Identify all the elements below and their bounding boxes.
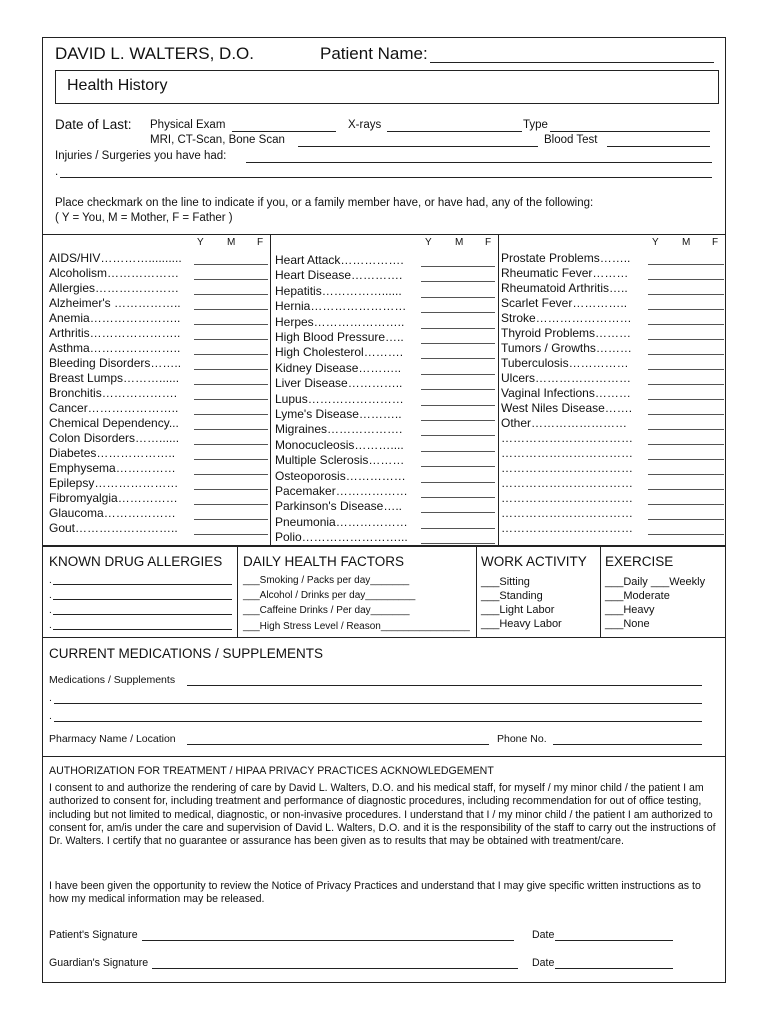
- condition-label: Lyme's Disease………..: [275, 407, 402, 421]
- condition-label: Vaginal Infections………: [501, 386, 631, 400]
- condition-check-line[interactable]: [194, 519, 268, 520]
- condition-check-line[interactable]: [421, 528, 495, 529]
- page-title: Health History: [67, 77, 168, 94]
- ymf-header-m: M: [227, 237, 236, 248]
- condition-label: Heart Disease………….: [275, 268, 403, 283]
- phone-field[interactable]: [553, 744, 702, 745]
- condition-label: Diabetes………………..: [49, 446, 176, 460]
- injuries-field-2[interactable]: [60, 177, 712, 178]
- condition-label: Alzheimer's ……………..: [49, 296, 181, 310]
- condition-label: Migraines……………….: [275, 422, 403, 437]
- condition-check-line[interactable]: [648, 279, 724, 280]
- ymf-header-y: Y: [425, 237, 432, 248]
- phone-label: Phone No.: [497, 733, 547, 745]
- condition-check-line[interactable]: [648, 534, 724, 535]
- condition-check-line[interactable]: [194, 369, 268, 370]
- condition-check-line[interactable]: [194, 534, 268, 535]
- condition-label: Breast Lumps………......: [49, 371, 180, 385]
- condition-label: Alcoholism………………: [49, 266, 180, 280]
- section-divider: [43, 545, 725, 546]
- work-item-heavy-labor[interactable]: ___Heavy Labor: [481, 618, 562, 630]
- condition-label: Hernia……………………: [275, 299, 407, 314]
- condition-label: Pneumonia………………: [275, 514, 408, 529]
- condition-check-line[interactable]: [648, 459, 724, 460]
- guardian-date-label: Date: [532, 957, 555, 969]
- patient-signature-label: Patient's Signature: [49, 929, 138, 941]
- condition-check-line[interactable]: [194, 309, 268, 310]
- medications-field[interactable]: [187, 685, 702, 686]
- condition-check-line[interactable]: [648, 369, 724, 370]
- condition-check-line[interactable]: [421, 420, 495, 421]
- condition-label: Ulcers……………………: [501, 371, 632, 385]
- exercise-item-frequency[interactable]: ___Daily ___Weekly: [605, 576, 706, 588]
- divider-allergies: [237, 545, 238, 637]
- patient-name-label: Patient Name:: [320, 44, 428, 63]
- condition-label: Stroke……………………: [501, 311, 632, 325]
- work-item-sitting[interactable]: ___Sitting: [481, 576, 530, 588]
- medications-label: Medications / Supplements: [49, 674, 176, 686]
- condition-label: High Blood Pressure…..: [275, 330, 404, 344]
- condition-label: Chemical Dependency...: [49, 416, 179, 430]
- condition-check-line[interactable]: [421, 312, 495, 313]
- condition-label: ……………………………: [501, 506, 633, 520]
- allergy-field[interactable]: [53, 584, 232, 585]
- condition-label: ……………………………: [501, 461, 633, 475]
- blood-test-label: Blood Test: [544, 134, 598, 146]
- condition-label: ……………………………: [501, 491, 633, 505]
- patient-name-field[interactable]: [430, 62, 714, 63]
- daily-item-caffeine[interactable]: ___Caffeine Drinks / Per day_______: [243, 605, 410, 616]
- condition-label: Parkinson's Disease…..: [275, 499, 403, 514]
- exercise-item-heavy[interactable]: ___Heavy: [605, 604, 655, 616]
- condition-check-line[interactable]: [648, 474, 724, 475]
- condition-check-line[interactable]: [421, 297, 495, 298]
- ymf-header-f: F: [712, 237, 719, 248]
- condition-label: Heart Attack…………….: [275, 253, 404, 267]
- condition-label: Liver Disease…………..: [275, 376, 403, 391]
- condition-check-line[interactable]: [194, 354, 268, 355]
- guardian-signature-label: Guardian's Signature: [49, 957, 149, 969]
- condition-label: Thyroid Problems………: [501, 326, 632, 340]
- condition-label: Scarlet Fever…………..: [501, 296, 628, 310]
- condition-label: West Niles Disease…….: [501, 401, 633, 415]
- condition-check-line[interactable]: [194, 489, 268, 490]
- allergy-field[interactable]: [53, 614, 232, 615]
- condition-check-line[interactable]: [194, 414, 268, 415]
- authorization-title: AUTHORIZATION FOR TREATMENT / HIPAA PRIVACY PRACTICES ACKNOWLEDGEMENT: [49, 765, 494, 777]
- exercise-item-moderate[interactable]: ___Moderate: [605, 590, 670, 602]
- condition-check-line[interactable]: [421, 389, 495, 390]
- allergy-dot: .: [49, 620, 52, 631]
- work-title: WORK ACTIVITY: [481, 554, 587, 569]
- type-field[interactable]: [550, 131, 710, 132]
- condition-check-line[interactable]: [194, 444, 268, 445]
- condition-label: Tumors / Growths………: [501, 341, 632, 355]
- condition-label: High Cholesterol……….: [275, 345, 404, 360]
- condition-check-line[interactable]: [421, 358, 495, 359]
- ymf-header-f: F: [485, 237, 492, 248]
- condition-check-line[interactable]: [194, 264, 268, 265]
- grid-divider-1: [270, 235, 271, 546]
- condition-label: Gout……………………..: [49, 521, 178, 535]
- condition-label: ……………………………: [501, 476, 633, 490]
- ymf-header-f: F: [257, 237, 264, 248]
- condition-check-line[interactable]: [421, 451, 495, 452]
- instruction-line-2: ( Y = You, M = Mother, F = Father ): [55, 212, 233, 224]
- ymf-header-m: M: [455, 237, 464, 248]
- patient-date-label: Date: [532, 929, 555, 941]
- ymf-header-y: Y: [197, 237, 204, 248]
- condition-label: ……………………………: [501, 446, 633, 460]
- condition-check-line[interactable]: [421, 497, 495, 498]
- condition-check-line[interactable]: [194, 339, 268, 340]
- condition-check-line[interactable]: [648, 504, 724, 505]
- guardian-signature-field[interactable]: [152, 968, 518, 969]
- divider-work: [600, 545, 601, 637]
- physical-exam-field[interactable]: [232, 131, 336, 132]
- condition-label: Glaucoma………………: [49, 506, 176, 520]
- medications-title: CURRENT MEDICATIONS / SUPPLEMENTS: [49, 646, 324, 661]
- condition-check-line[interactable]: [648, 489, 724, 490]
- condition-label: Tuberculosis……………: [501, 356, 629, 370]
- condition-label: Epilepsy…………………: [49, 476, 179, 490]
- condition-check-line[interactable]: [194, 504, 268, 505]
- medications-field-3[interactable]: [54, 721, 702, 722]
- condition-label: Cancer…………………..: [49, 401, 179, 415]
- condition-check-line[interactable]: [421, 374, 495, 375]
- allergy-field[interactable]: [53, 629, 232, 630]
- mri-label: MRI, CT-Scan, Bone Scan: [150, 134, 285, 146]
- condition-check-line[interactable]: [648, 309, 724, 310]
- physical-exam-label: Physical Exam: [150, 119, 226, 131]
- condition-check-line[interactable]: [648, 444, 724, 445]
- injuries-label: Injuries / Surgeries you have had:: [55, 150, 227, 162]
- condition-check-line[interactable]: [194, 384, 268, 385]
- condition-check-line[interactable]: [194, 474, 268, 475]
- condition-check-line[interactable]: [648, 264, 724, 265]
- privacy-paragraph: I have been given the opportunity to review the Notice of Privacy Practices and understand that I may give specific written instructions as to how my medical information may be released.: [49, 880, 701, 906]
- condition-check-line[interactable]: [648, 354, 724, 355]
- instruction-line-1: Place checkmark on the line to indicate if you, or a family member have, or have had, any of the following:: [55, 197, 594, 209]
- condition-label: Lupus……………………: [275, 391, 404, 406]
- condition-check-line[interactable]: [648, 294, 724, 295]
- condition-label: Other……………………: [501, 416, 628, 430]
- allergy-dot: .: [49, 590, 52, 601]
- authorization-paragraph: I consent to and authorize the rendering of care by David L. Walters, D.O. and his medical staff, for myself / my minor child / the patient I am authorized to consent for, including treatment and performance of diagnostic procedures, including recommendation for out of office testing, including but not limited to medical, diagnostic, or non-invasive procedures. I understand that I / my minor child / the patient I am authorized to consent for, am/is under the care and supervision of David L. Walters, D.O. and it is the responsibility of the staff to carry out the instructions of Dr. Walters. I certify that no guarantee or assurance has been given as to results that may be obtained with treatment/care.: [49, 782, 716, 848]
- condition-check-line[interactable]: [421, 512, 495, 513]
- daily-item-alcohol[interactable]: ___Alcohol / Drinks per day_________: [243, 590, 416, 601]
- section-divider-3: [43, 756, 725, 757]
- condition-check-line[interactable]: [421, 281, 495, 282]
- exercise-title: EXERCISE: [605, 554, 674, 569]
- condition-label: AIDS/HIV…………..........: [49, 251, 182, 265]
- daily-item-smoking[interactable]: ___Smoking / Packs per day_______: [243, 575, 410, 586]
- mri-field[interactable]: [298, 146, 538, 147]
- xrays-label: X-rays: [348, 119, 382, 131]
- condition-label: Multiple Sclerosis………: [275, 453, 405, 468]
- ymf-header-y: Y: [652, 237, 659, 248]
- condition-label: Arthritis…………………..: [49, 326, 181, 340]
- condition-check-line[interactable]: [421, 328, 495, 329]
- patient-date-field[interactable]: [555, 940, 673, 941]
- condition-check-line[interactable]: [648, 384, 724, 385]
- condition-check-line[interactable]: [421, 466, 495, 467]
- condition-label: Allergies…………………: [49, 281, 180, 295]
- condition-label: ……………………………: [501, 521, 633, 535]
- section-divider-2: [43, 637, 725, 638]
- condition-check-line[interactable]: [648, 519, 724, 520]
- condition-check-line[interactable]: [421, 405, 495, 406]
- condition-label: Kidney Disease………..: [275, 360, 402, 375]
- condition-label: ……………………………: [501, 431, 633, 445]
- divider-daily: [476, 545, 477, 637]
- condition-label: Rheumatoid Arthritis…..: [501, 281, 628, 295]
- condition-label: Pacemaker………………: [275, 484, 408, 498]
- condition-check-line[interactable]: [421, 266, 495, 267]
- condition-label: Prostate Problems……..: [501, 251, 631, 265]
- exercise-item-none[interactable]: ___None: [605, 618, 650, 630]
- allergy-dot: .: [49, 605, 52, 616]
- condition-check-line[interactable]: [194, 324, 268, 325]
- allergies-title: KNOWN DRUG ALLERGIES: [49, 554, 223, 569]
- blood-test-field[interactable]: [607, 146, 710, 147]
- daily-title: DAILY HEALTH FACTORS: [243, 554, 405, 569]
- injuries-field[interactable]: [246, 162, 712, 163]
- condition-check-line[interactable]: [648, 339, 724, 340]
- medications-field-2[interactable]: [54, 703, 702, 704]
- condition-check-line[interactable]: [421, 435, 495, 436]
- xrays-field[interactable]: [387, 131, 522, 132]
- condition-label: Anemia…………………..: [49, 311, 181, 325]
- type-label: Type: [523, 119, 548, 131]
- pharmacy-label: Pharmacy Name / Location: [49, 733, 176, 745]
- condition-label: Herpes…………………..: [275, 314, 405, 329]
- condition-check-line[interactable]: [194, 459, 268, 460]
- condition-label: Rheumatic Fever………: [501, 266, 629, 280]
- medications-dot-2: .: [49, 710, 52, 722]
- condition-check-line[interactable]: [194, 399, 268, 400]
- ymf-header-m: M: [682, 237, 691, 248]
- condition-label: Bronchitis……………….: [49, 386, 178, 400]
- condition-check-line[interactable]: [648, 324, 724, 325]
- condition-label: Fibromyalgia……………: [49, 491, 178, 505]
- patient-signature-field[interactable]: [142, 940, 514, 941]
- allergy-dot: .: [49, 575, 52, 586]
- injuries-dot: .: [55, 166, 59, 178]
- condition-check-line[interactable]: [194, 279, 268, 280]
- condition-check-line[interactable]: [648, 429, 724, 430]
- condition-label: Emphysema……………: [49, 461, 176, 475]
- condition-label: Asthma…………………..: [49, 341, 181, 355]
- condition-label: Polio……………………...: [275, 530, 408, 545]
- condition-check-line[interactable]: [421, 482, 495, 483]
- condition-check-line[interactable]: [194, 429, 268, 430]
- work-item-standing[interactable]: ___Standing: [481, 590, 543, 602]
- condition-check-line[interactable]: [648, 414, 724, 415]
- work-item-light-labor[interactable]: ___Light Labor: [481, 604, 555, 616]
- condition-label: Osteoporosis……………: [275, 468, 406, 483]
- condition-label: Hepatitis……………......: [275, 283, 402, 298]
- grid-divider-2: [498, 235, 499, 546]
- condition-check-line[interactable]: [194, 294, 268, 295]
- condition-label: Bleeding Disorders……..: [49, 356, 182, 370]
- pharmacy-field[interactable]: [187, 744, 489, 745]
- daily-item-stress[interactable]: ___High Stress Level / Reason________________: [243, 621, 470, 632]
- medications-dot-1: .: [49, 692, 52, 704]
- doctor-name: DAVID L. WALTERS, D.O.: [55, 44, 254, 63]
- condition-check-line[interactable]: [421, 343, 495, 344]
- guardian-date-field[interactable]: [555, 968, 673, 969]
- condition-label: Monocucleosis………....: [275, 437, 404, 452]
- allergy-field[interactable]: [53, 599, 232, 600]
- date-of-last-label: Date of Last:: [55, 117, 132, 132]
- condition-label: Colon Disorders……......: [49, 431, 180, 445]
- condition-check-line[interactable]: [648, 399, 724, 400]
